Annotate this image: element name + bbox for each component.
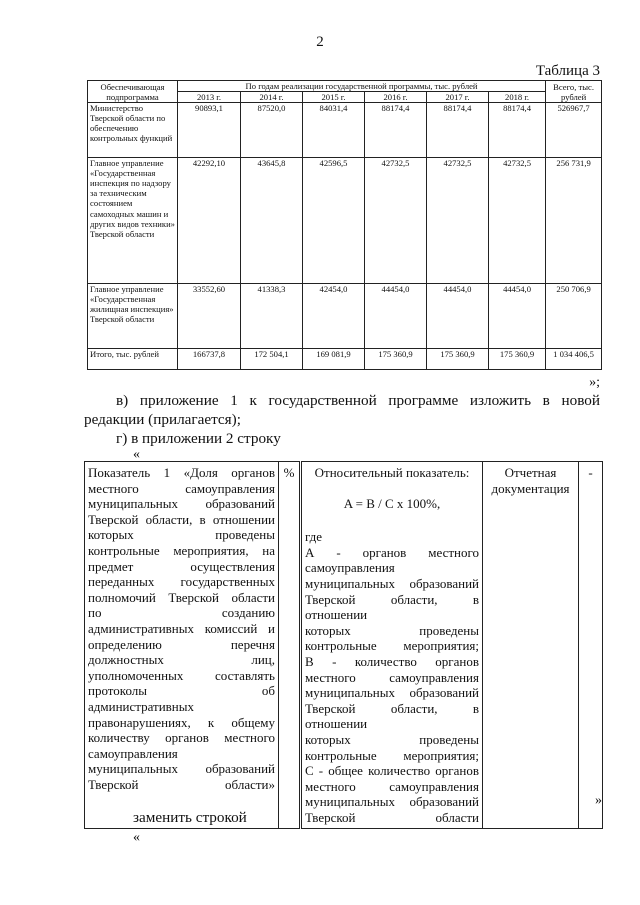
page-number: 2 xyxy=(316,34,324,50)
text-line: переданных государственных xyxy=(88,574,275,590)
opening-quote-2: « xyxy=(133,830,140,845)
cell-value: 42732,5 xyxy=(489,158,546,284)
text-line: контрольные мероприятия; xyxy=(305,747,479,763)
text-line: Тверской области, в отношении xyxy=(305,591,479,623)
text-line: муниципальных образований xyxy=(305,575,479,591)
text-line: количеству органов местного xyxy=(88,730,275,746)
cell-value: 84031,4 xyxy=(303,103,365,158)
cell-value: 44454,0 xyxy=(489,284,546,349)
text-line: В - количество органов xyxy=(305,653,479,669)
cell-value: 175 360,9 xyxy=(427,349,489,370)
text-line: административных комиссий и xyxy=(88,620,275,636)
text-line: правонарушениях, к общему xyxy=(88,714,275,730)
text-line: должностных лиц, xyxy=(88,652,275,668)
text-line: определению перечня xyxy=(88,636,275,652)
closing-quote-2: » xyxy=(595,793,602,808)
cell-value: 43645,8 xyxy=(241,158,303,284)
text-line: административных xyxy=(88,698,194,714)
row-name: Итого, тыс. рублей xyxy=(88,349,178,370)
text-line: которых проведены xyxy=(305,731,479,747)
header-year: 2016 г. xyxy=(365,92,427,103)
cell-value: 169 081,9 xyxy=(303,349,365,370)
header-year: 2018 г. xyxy=(489,92,546,103)
cell-total: 1 034 406,5 xyxy=(546,349,602,370)
formula-cell xyxy=(301,462,483,829)
formula-title: Относительный показатель: xyxy=(314,465,470,480)
text-line: самоуправления xyxy=(88,745,178,761)
cell-value: 42732,5 xyxy=(365,158,427,284)
row-name: Главное управление «Государственная жилищная инспекция» Тверской области xyxy=(88,284,178,349)
text-line: С - общее количество органов xyxy=(305,763,479,779)
cell-value: 42732,5 xyxy=(427,158,489,284)
header-year: 2017 г. xyxy=(427,92,489,103)
cell-value: 90893,1 xyxy=(178,103,241,158)
header-total: Всего, тыс. рублей xyxy=(546,81,602,103)
source-cell: Отчетная документация xyxy=(483,462,579,829)
opening-quote: « xyxy=(133,447,140,462)
cell-value: 88174,4 xyxy=(427,103,489,158)
text-line: муниципальных образований xyxy=(305,794,479,810)
cell-value: 88174,4 xyxy=(489,103,546,158)
cell-value: 175 360,9 xyxy=(365,349,427,370)
formula-definitions xyxy=(305,529,479,825)
text-line: полномочий Тверской области xyxy=(88,589,275,605)
dash-cell: - xyxy=(579,462,603,829)
text-line: местного самоуправления xyxy=(88,480,275,496)
cell-value: 33552,60 xyxy=(178,284,241,349)
unit-cell: % xyxy=(279,462,301,829)
text-line: предмет осуществления xyxy=(88,558,275,574)
paragraph-v: в) приложение 1 к государственной программе изложить в новой редакции (прилагается); xyxy=(84,392,600,428)
text-line: Показатель 1 «Доля органов xyxy=(88,465,275,480)
text-line: муниципальных образований xyxy=(305,685,479,701)
text-line: Тверской области, в отношении xyxy=(88,511,275,527)
cell-value: 42292,10 xyxy=(178,158,241,284)
paragraph-g: г) в приложении 2 строку xyxy=(116,430,281,447)
header-year: 2014 г. xyxy=(241,92,303,103)
cell-value: 88174,4 xyxy=(365,103,427,158)
text-line: уполномоченных составлять xyxy=(88,667,275,683)
cell-value: 41338,3 xyxy=(241,284,303,349)
row-name: Главное управление «Государственная инспекция по надзору за техническим состоянием самоходных машин и других видов техники» Тверской области xyxy=(88,158,178,284)
cell-value: 42454,0 xyxy=(303,284,365,349)
text-line: муниципальных образований xyxy=(88,496,275,512)
cell-value: 42596,5 xyxy=(303,158,365,284)
cell-value: 44454,0 xyxy=(427,284,489,349)
cell-value: 175 360,9 xyxy=(489,349,546,370)
paragraph-replace: заменить строкой xyxy=(133,809,247,826)
cell-value: 87520,0 xyxy=(241,103,303,158)
text-line: контрольные мероприятия, на xyxy=(88,542,275,558)
text-line: муниципальных образований xyxy=(88,761,275,777)
cell-total: 256 731,9 xyxy=(546,158,602,284)
text-line: протоколы об xyxy=(88,683,275,699)
text-line: местного самоуправления xyxy=(305,669,479,685)
table-row xyxy=(88,158,602,284)
closing-quote: »; xyxy=(589,375,600,390)
header-subprogram: Обеспечивающая подпрограмма xyxy=(88,81,178,103)
cell-value: 44454,0 xyxy=(365,284,427,349)
cell-total: 526967,7 xyxy=(546,103,602,158)
funding-table xyxy=(87,80,602,370)
text-line: контрольные мероприятия; xyxy=(305,638,479,654)
text-line: А - органов местного xyxy=(305,544,479,560)
formula: A = B / C x 100%, xyxy=(343,495,441,511)
table-row xyxy=(88,103,602,158)
row-name: Министерство Тверской области по обеспечению контрольных функций xyxy=(88,103,178,158)
text-line: которых проведены xyxy=(305,622,479,638)
text-line: где xyxy=(305,529,323,545)
text-line: Тверской области xyxy=(305,809,479,825)
text-line: самоуправления xyxy=(305,560,395,576)
header-year: 2015 г. xyxy=(303,92,365,103)
table-row-total xyxy=(88,349,602,370)
table-title: Таблица 3 xyxy=(535,63,600,79)
header-years-group: По годам реализации государственной программы, тыс. рублей xyxy=(178,81,546,92)
header-year: 2013 г. xyxy=(178,92,241,103)
cell-value: 166737,8 xyxy=(178,349,241,370)
text-line: Тверской области, в отношении xyxy=(305,700,479,732)
text-line: Тверской области» xyxy=(88,776,275,792)
text-line: которых проведены xyxy=(88,527,275,543)
indicator-name-cell xyxy=(85,462,279,829)
cell-value: 172 504,1 xyxy=(241,349,303,370)
text-line: местного самоуправления xyxy=(305,778,479,794)
text-line: по созданию xyxy=(88,605,275,621)
indicator-table xyxy=(84,461,603,829)
cell-total: 250 706,9 xyxy=(546,284,602,349)
table-row xyxy=(88,284,602,349)
indicator-name xyxy=(88,465,275,792)
